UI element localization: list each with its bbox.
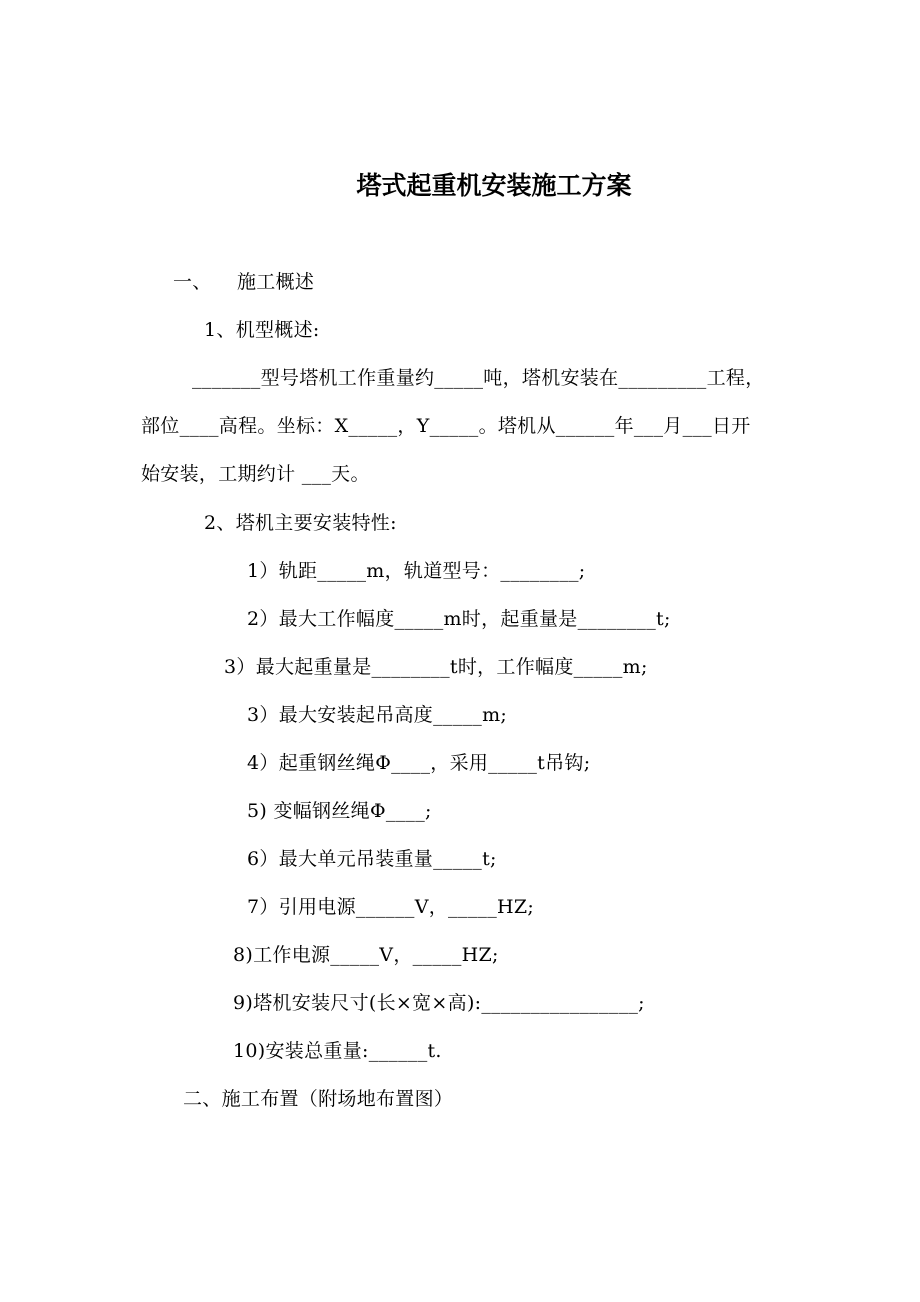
spec-item: 6）最大单元吊装重量_____t; <box>247 848 497 870</box>
document-title: 塔式起重机安装施工方案 <box>356 171 632 200</box>
spec-item: 10)安装总重量:______t. <box>233 1040 442 1062</box>
subsection-2-heading: 2、塔机主要安装特性: <box>204 512 397 534</box>
section-1-number: 一、 <box>173 271 212 293</box>
paragraph-line: _______型号塔机工作重量约_____吨，塔机安装在_________工程， <box>192 367 765 389</box>
subsection-1-heading: 1、机型概述: <box>204 319 320 341</box>
spec-item: 8)工作电源_____V，_____HZ; <box>233 944 499 966</box>
section-2-heading: 二、施工布置（附场地布置图） <box>183 1088 454 1110</box>
spec-item: 1）轨距_____m，轨道型号：________; <box>247 560 586 582</box>
spec-item: 9)塔机安装尺寸(长×宽×高):________________; <box>233 992 645 1014</box>
spec-item: 2）最大工作幅度_____m时，起重量是________t; <box>247 608 671 630</box>
spec-item: 7）引用电源______V，_____HZ; <box>247 896 535 918</box>
spec-item: 3）最大安装起吊高度_____m; <box>247 704 508 726</box>
spec-item: 3）最大起重量是________t时，工作幅度_____m; <box>224 656 648 678</box>
paragraph-line: 始安装，工期约计 ___天。 <box>141 463 370 485</box>
spec-item: 5) 变幅钢丝绳Φ____; <box>247 800 432 822</box>
spec-item: 4）起重钢丝绳Φ____，采用_____t吊钩; <box>247 752 591 774</box>
section-1-heading: 施工概述 <box>237 271 315 293</box>
paragraph-line: 部位____高程。坐标：X_____，Y_____。塔机从______年___月___日开 <box>141 415 751 437</box>
